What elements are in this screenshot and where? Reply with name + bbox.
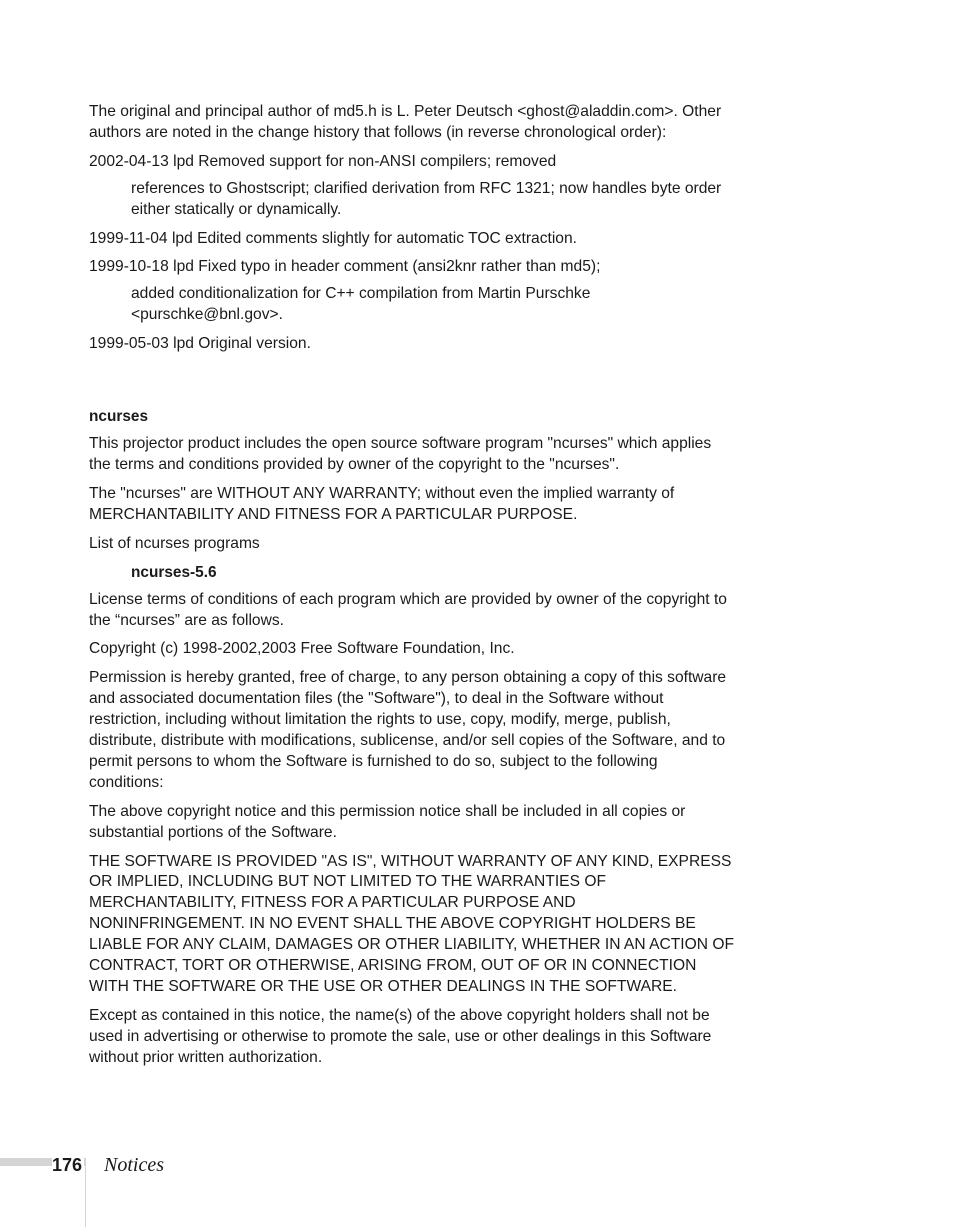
ncurses-intro: This projector product includes the open source software program "ncurses" which applies the terms and conditions provided by owner of the copyright to the "ncurses".	[89, 435, 712, 473]
permission-paragraph: Permission is hereby granted, free of charge, to any person obtaining a copy of this software and associated documentation files (the "Software"), to deal in the Software without restriction, including without limitation the rights to use, copy, modify, merge, publish, distribute, distribute with modifications, sublicense, and/or sell copies of the Software, and to permit persons to whom the Software is furnished to do so, subject to the following conditions:	[89, 669, 727, 791]
page-number: 176	[52, 1155, 83, 1175]
history-entry-1999-11-04: 1999-11-04 lpd Edited comments slightly for automatic TOC extraction.	[89, 229, 577, 247]
footer-divider	[85, 1158, 86, 1227]
md5-intro: The original and principal author of md5.h is L. Peter Deutsch <ghost@aladdin.com>. Other authors are noted in the change history that follows (in reverse chronological order):	[89, 103, 722, 141]
history-entry-1999-05-03: 1999-05-03 lpd Original version.	[89, 335, 311, 353]
ncurses-warranty: The "ncurses" are WITHOUT ANY WARRANTY; without even the implied warranty of MERCHANTABILITY AND FITNESS FOR A PARTICULAR PURPOSE.	[89, 484, 675, 523]
section-title: Notices	[104, 1154, 164, 1176]
history-entry-1999-10-18-continued: added conditionalization for C++ compilation from Martin Purschke <purschke@bnl.gov>.	[131, 285, 591, 324]
copyright-line: Copyright (c) 1998-2002,2003 Free Software Foundation, Inc.	[89, 640, 515, 658]
except-paragraph: Except as contained in this notice, the name(s) of the above copyright holders shall not be used in advertising or otherwise to promote the sale, use or other dealings in this Software without prior written authorization.	[89, 1006, 712, 1066]
program-name: ncurses-5.6	[131, 563, 217, 581]
history-entry-2002-04-13-continued: references to Ghostscript; clarified derivation from RFC 1321; now handles byte order either statically or dynamically.	[131, 179, 722, 218]
notice-paragraph: The above copyright notice and this permission notice shall be included in all copies or substantial portions of the Software.	[89, 802, 686, 841]
page-body	[89, 102, 735, 1077]
history-entry-1999-10-18: 1999-10-18 lpd Fixed typo in header comment (ansi2knr rather than md5);	[89, 258, 601, 276]
program-list-label: List of ncurses programs	[89, 534, 260, 552]
history-entry-2002-04-13: 2002-04-13 lpd Removed support for non-ANSI compilers; removed	[89, 152, 557, 170]
license-intro: License terms of conditions of each program which are provided by owner of the copyright to the “ncurses” are as follows.	[89, 590, 727, 629]
ncurses-heading: ncurses	[89, 408, 149, 426]
disclaimer-paragraph: THE SOFTWARE IS PROVIDED "AS IS", WITHOUT WARRANTY OF ANY KIND, EXPRESS OR IMPLIED, INCLUDING BUT NOT LIMITED TO THE WARRANTIES OF MERCHANTABILITY, FITNESS FOR A PARTICULAR PURPOSE AND NONINFRINGEMENT. IN NO EVENT SHALL THE ABOVE COPYRIGHT HOLDERS BE LIABLE FOR ANY CLAIM, DAMAGES OR OTHER LIABILITY, WHETHER IN AN ACTION OF CONTRACT, TORT OR OTHERWISE, ARISING FROM, OUT OF OR IN CONNECTION WITH THE SOFTWARE OR THE USE OR OTHER DEALINGS IN THE SOFTWARE.	[89, 852, 734, 995]
